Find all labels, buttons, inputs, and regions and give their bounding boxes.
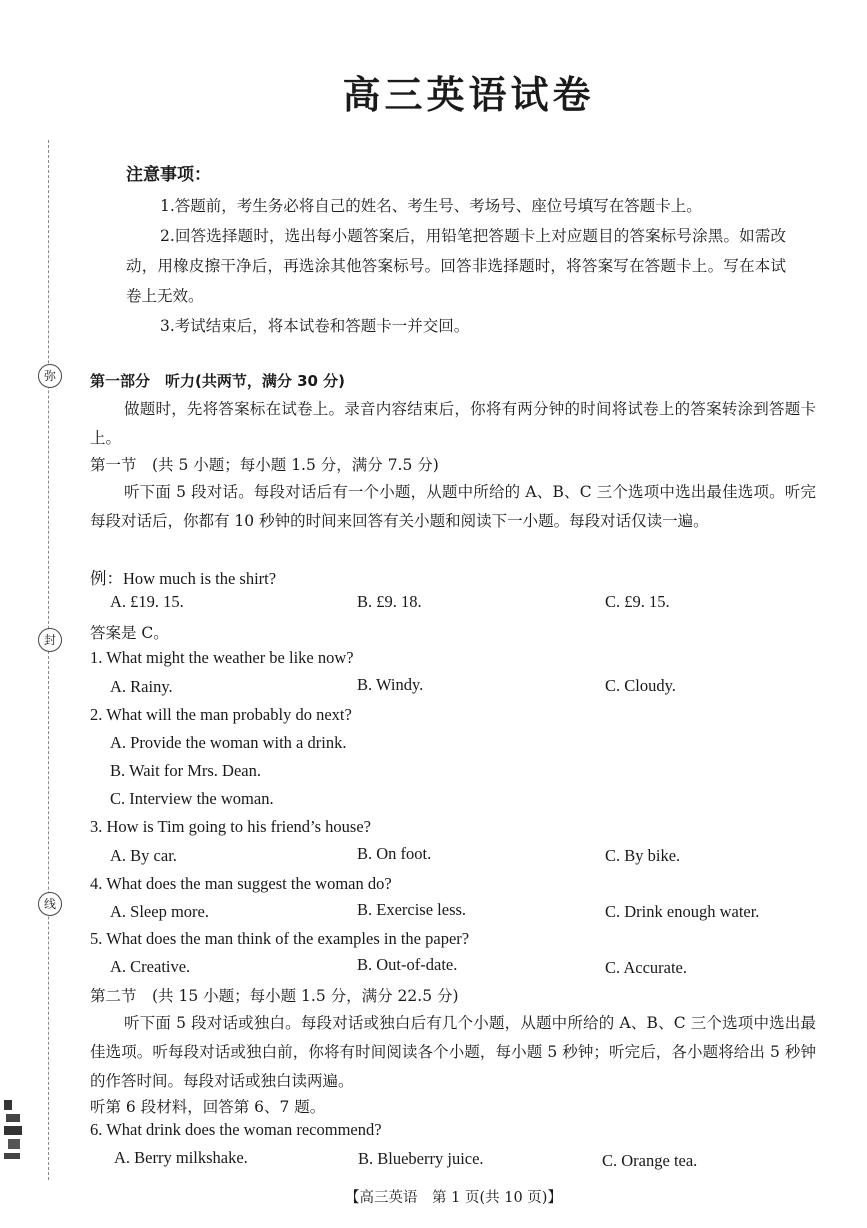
q3-option-b: B. On foot. [357, 844, 432, 863]
section1-instruction: 听下面 5 段对话。每段对话后有一个小题，从题中所给的 A、B、C 三个选项中选出最佳选项。听完每段对话后，你都有 10 秒钟的时间来回答有关小题和阅读下一小题。每段对话仅读一遍。 [90, 483, 816, 530]
part1-instruction: 做题时，先将答案标在试卷上。录音内容结束后，你将有两分钟的时间将试卷上的答案转涂到答题卡上。 [90, 400, 816, 447]
q1-option-c: C. Cloudy. [605, 676, 676, 695]
binding-mark-mi: 弥 [38, 364, 62, 388]
section2-instruction-block [90, 1009, 816, 1096]
question-4: 4. What does the man suggest the woman do? [90, 874, 392, 893]
section1-heading: 第一节 (共 5 小题；每小题 1.5 分，满分 7.5 分) [90, 456, 439, 474]
part1-instruction-block [90, 395, 816, 453]
page-footer: 【高三英语 第 1 页(共 10 页)】 [345, 1190, 562, 1206]
q4-option-c: C. Drink enough water. [605, 902, 760, 921]
example-option-a: A. £19. 15. [110, 592, 184, 611]
q2-option-c: C. Interview the woman. [110, 789, 274, 808]
binding-mark-xian: 线 [38, 892, 62, 916]
example-option-b: B. £9. 18. [357, 592, 422, 611]
binding-dashed-line [48, 140, 49, 1180]
q3-option-a: A. By car. [110, 846, 177, 865]
q3-option-c: C. By bike. [605, 846, 681, 865]
section2-heading: 第二节 (共 15 小题；每小题 1.5 分，满分 22.5 分) [90, 987, 459, 1005]
question-5: 5. What does the man think of the examples in the paper? [90, 929, 470, 948]
part1-heading: 第一部分 听力(共两节，满分 30 分) [90, 372, 346, 390]
q5-option-a: A. Creative. [110, 957, 191, 976]
scan-edge-artifact [2, 1098, 46, 1168]
question-6: 6. What drink does the woman recommend? [90, 1120, 382, 1139]
material-note: 听第 6 段材料，回答第 6、7 题。 [90, 1098, 326, 1116]
q1-option-a: A. Rainy. [110, 677, 173, 696]
notice-heading: 注意事项： [126, 165, 211, 185]
notice-item-1: 1.答题前，考生务必将自己的姓名、考生号、考场号、座位号填写在答题卡上。 [160, 197, 702, 215]
exam-title: 高三英语试卷 [342, 73, 595, 117]
example-question: 例：How much is the shirt? [90, 569, 277, 588]
section1-instruction-block [90, 478, 816, 536]
q5-option-c: C. Accurate. [605, 958, 688, 977]
example-answer: 答案是 C。 [90, 624, 169, 642]
section2-instruction: 听下面 5 段对话或独白。每段对话或独白后有几个小题，从题中所给的 A、B、C 三个选项中选出最佳选项。听每段对话或独白前，你将有时间阅读各个小题，每小题 5 秒钟；听完后，各小题将给出 5 秒钟的作答时间。每段对话或独白读两遍。 [90, 1014, 816, 1090]
question-2: 2. What will the man probably do next? [90, 705, 352, 724]
question-1: 1. What might the weather be like now? [90, 648, 354, 667]
q5-option-b: B. Out-of-date. [357, 955, 458, 974]
notice-item-2: 2.回答选择题时，选出每小题答案后，用铅笔把答题卡上对应题目的答案标号涂黑。如需改动，用橡皮擦干净后，再选涂其他答案标号。回答非选择题时，将答案写在答题卡上。写在本试卷上无效。 [126, 227, 786, 305]
binding-mark-feng: 封 [38, 628, 62, 652]
question-3: 3. How is Tim going to his friend’s house? [90, 817, 371, 836]
q2-option-b: B. Wait for Mrs. Dean. [110, 761, 261, 780]
q6-option-a: A. Berry milkshake. [114, 1148, 248, 1167]
q4-option-a: A. Sleep more. [110, 902, 209, 921]
q6-option-b: B. Blueberry juice. [358, 1149, 484, 1168]
q6-option-c: C. Orange tea. [602, 1151, 698, 1170]
example-option-c: C. £9. 15. [605, 592, 670, 611]
notice-item-3: 3.考试结束后，将本试卷和答题卡一并交回。 [160, 317, 470, 335]
q2-option-a: A. Provide the woman with a drink. [110, 733, 347, 752]
notice-body [126, 191, 786, 341]
q1-option-b: B. Windy. [357, 675, 424, 694]
q4-option-b: B. Exercise less. [357, 900, 467, 919]
